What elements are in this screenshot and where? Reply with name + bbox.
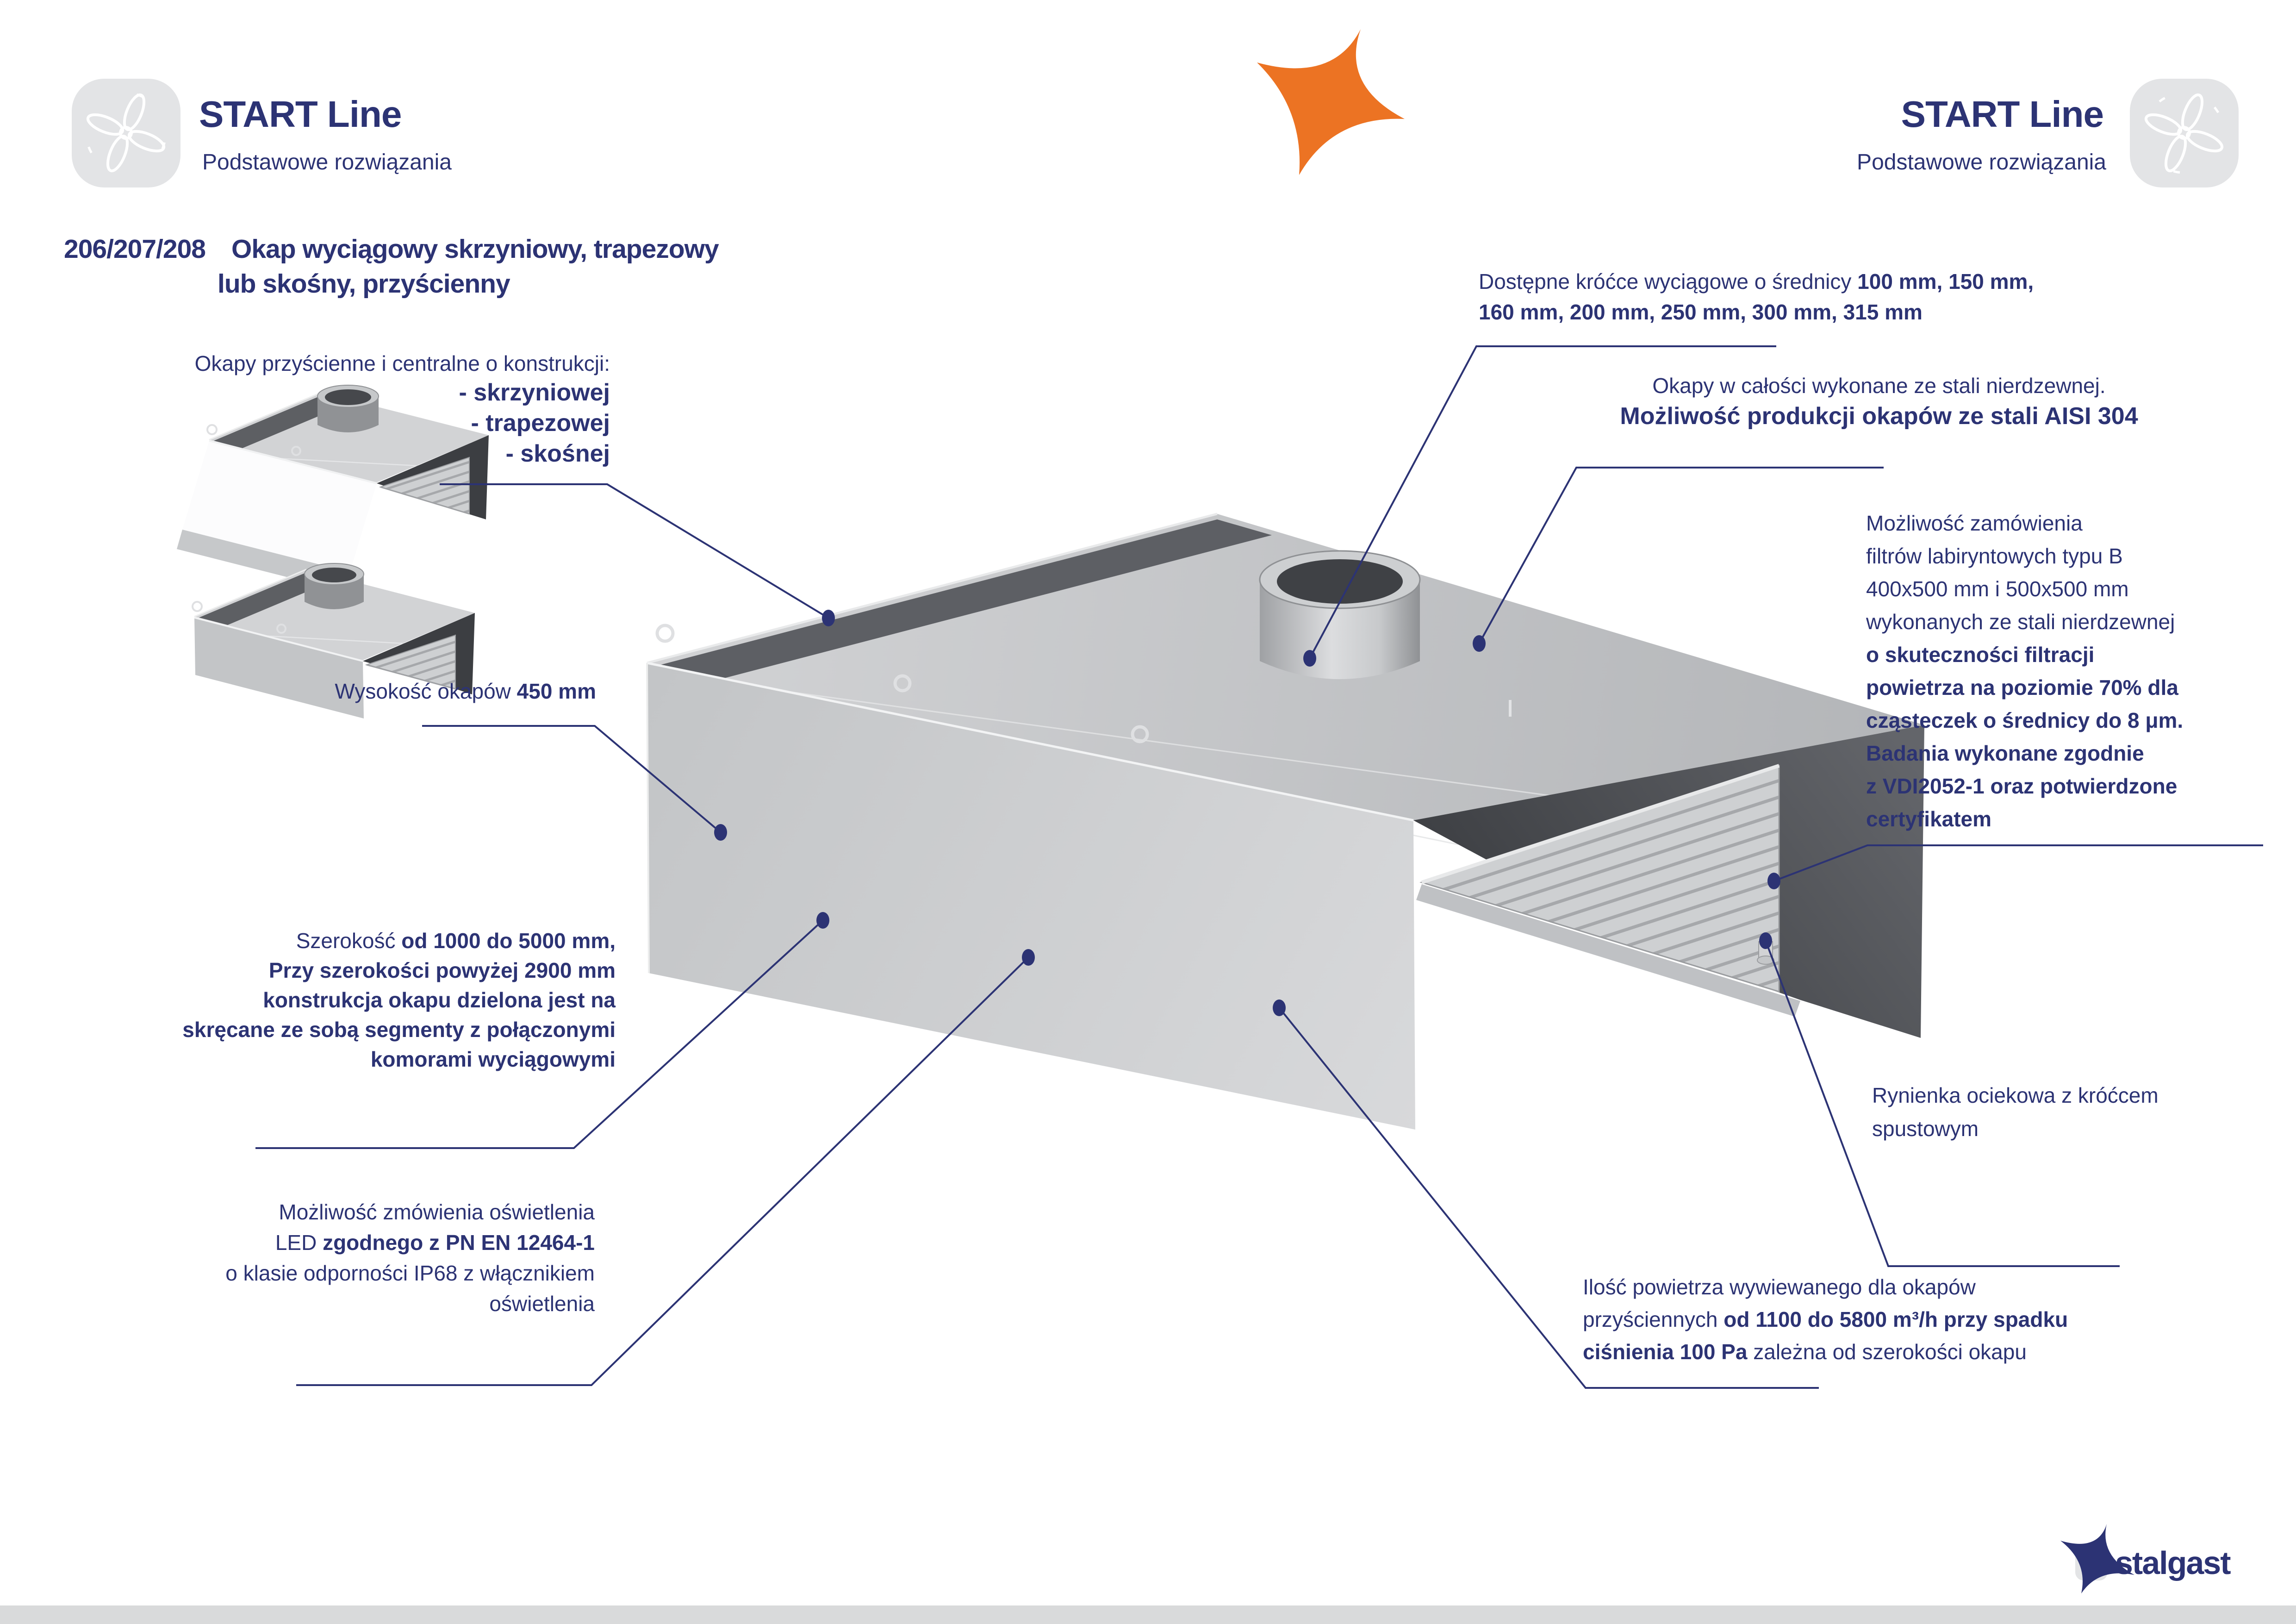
anchor-dot-construction [822,610,835,626]
height-value: 450 mm [516,679,596,703]
product-title-line1: Okap wyciągowy skrzyniowy, trapezowy [231,234,719,264]
filters-line: wykonanych ze stali nierdzewnej [1866,610,2175,634]
filters-line-bold: o skuteczności filtracji [1866,643,2095,667]
filters-line-bold: Badania wykonane zgodnie [1866,741,2144,765]
width-line4: skręcane ze sobą segmenty z połączonymi [182,1018,616,1042]
anchor-dot-width [816,912,829,929]
duct-collar [1260,551,1420,679]
led-line1: Możliwość zmówienia oświetlenia [279,1200,595,1224]
hood-render-main [647,514,1924,1130]
product-title-line2: lub skośny, przyścienny [218,269,510,299]
ducts-bold2: 160 mm, 200 mm, 250 mm, 300 mm, 315 mm [1479,300,1923,324]
annotation-gutter [1872,1079,2289,1145]
airflow-line3-regular: zależna od szerokości okapu [1753,1340,2027,1364]
anchor-dot-steel [1473,635,1486,652]
product-code: 206/207/208 [64,234,205,264]
annotation-steel [1541,370,2217,431]
filters-line-bold: certyfikatem [1866,807,1992,831]
width-bold: od 1000 do 5000 mm, [401,929,616,953]
annotation-airflow [1583,1271,2277,1368]
led-line3: o klasie odporności IP68 z włącznikiem [225,1261,595,1285]
gutter-line2: spustowym [1872,1117,1979,1141]
anchor-dot-filters [1767,873,1780,889]
ducts-bold1: 100 mm, 150 mm, [1857,269,2034,294]
annotation-ducts [1479,266,2265,327]
stalgast-logo [2050,1514,2245,1602]
filters-line: 400x500 mm i 500x500 mm [1866,577,2129,601]
brand-name-left: START Line [199,94,402,135]
airflow-line2-bold: od 1100 do 5800 m³/h przy spadku [1724,1307,2068,1331]
anchor-dot-ducts [1303,650,1316,667]
ducts-regular: Dostępne króćce wyciągowe o średnicy [1479,269,1858,294]
anchor-dot-led [1022,949,1035,966]
construction-item: - skośnej [505,440,610,467]
brand-tagline-left: Podstawowe rozwiązania [202,150,452,175]
filters-line-bold: z VDI2052-1 oraz potwierdzone [1866,774,2178,798]
construction-item: - skrzyniowej [459,379,610,406]
leader-line-construction [440,484,828,618]
width-line2: Przy szerokości powyżej 2900 mm [268,958,616,982]
annotation-led [0,1197,595,1319]
airflow-line3-bold: ciśnienia 100 Pa [1583,1340,1754,1364]
width-regular: Szerokość [296,929,402,953]
steel-line1: Okapy w całości wykonane ze stali nierdzewnej. [1652,374,2106,398]
filters-line: filtrów labiryntowych typu B [1866,544,2123,568]
annotation-filters [1866,507,2283,836]
height-label: Wysokość okapów [335,679,517,703]
annotation-construction-items [55,377,610,469]
anchor-dot-airflow [1273,999,1286,1016]
bottom-bar [0,1605,2296,1624]
led-line2-regular: LED [275,1230,323,1255]
filters-line-bold: powietrza na poziomie 70% dla [1866,675,2178,700]
width-line3: konstrukcja okapu dzielona jest na [263,988,616,1012]
annotation-height [41,676,596,706]
anchor-dot-gutter [1759,932,1772,949]
filters-line-bold: cząsteczek o średnicy do 8 μm. [1866,708,2184,732]
led-line2-bold: zgodnego z PN EN 12464-1 [323,1230,595,1255]
anchor-dot-height [714,824,727,841]
brand-tagline-right: Podstawowe rozwiązania [1857,150,2106,175]
gutter-line1: Rynienka ociekowa z króćcem [1872,1083,2159,1107]
filters-line: Możliwość zamówienia [1866,511,2083,535]
construction-item: - trapezowej [471,410,610,437]
stalgast-logo-text: stalgast [2115,1545,2230,1581]
steel-line2: Możliwość produkcji okapów ze stali AISI 304 [1620,403,2138,430]
airflow-line2-regular: przyściennych [1583,1307,1724,1331]
brand-name-right: START Line [1901,94,2103,135]
airflow-line1: Ilość powietrza wywiewanego dla okapów [1583,1275,1976,1299]
led-line4: oświetlenia [489,1292,595,1316]
annotation-construction-intro: Okapy przyścienne i centralne o konstrukcji: [194,351,610,375]
width-line5: komorami wyciągowymi [370,1047,616,1071]
annotation-width [0,926,616,1074]
